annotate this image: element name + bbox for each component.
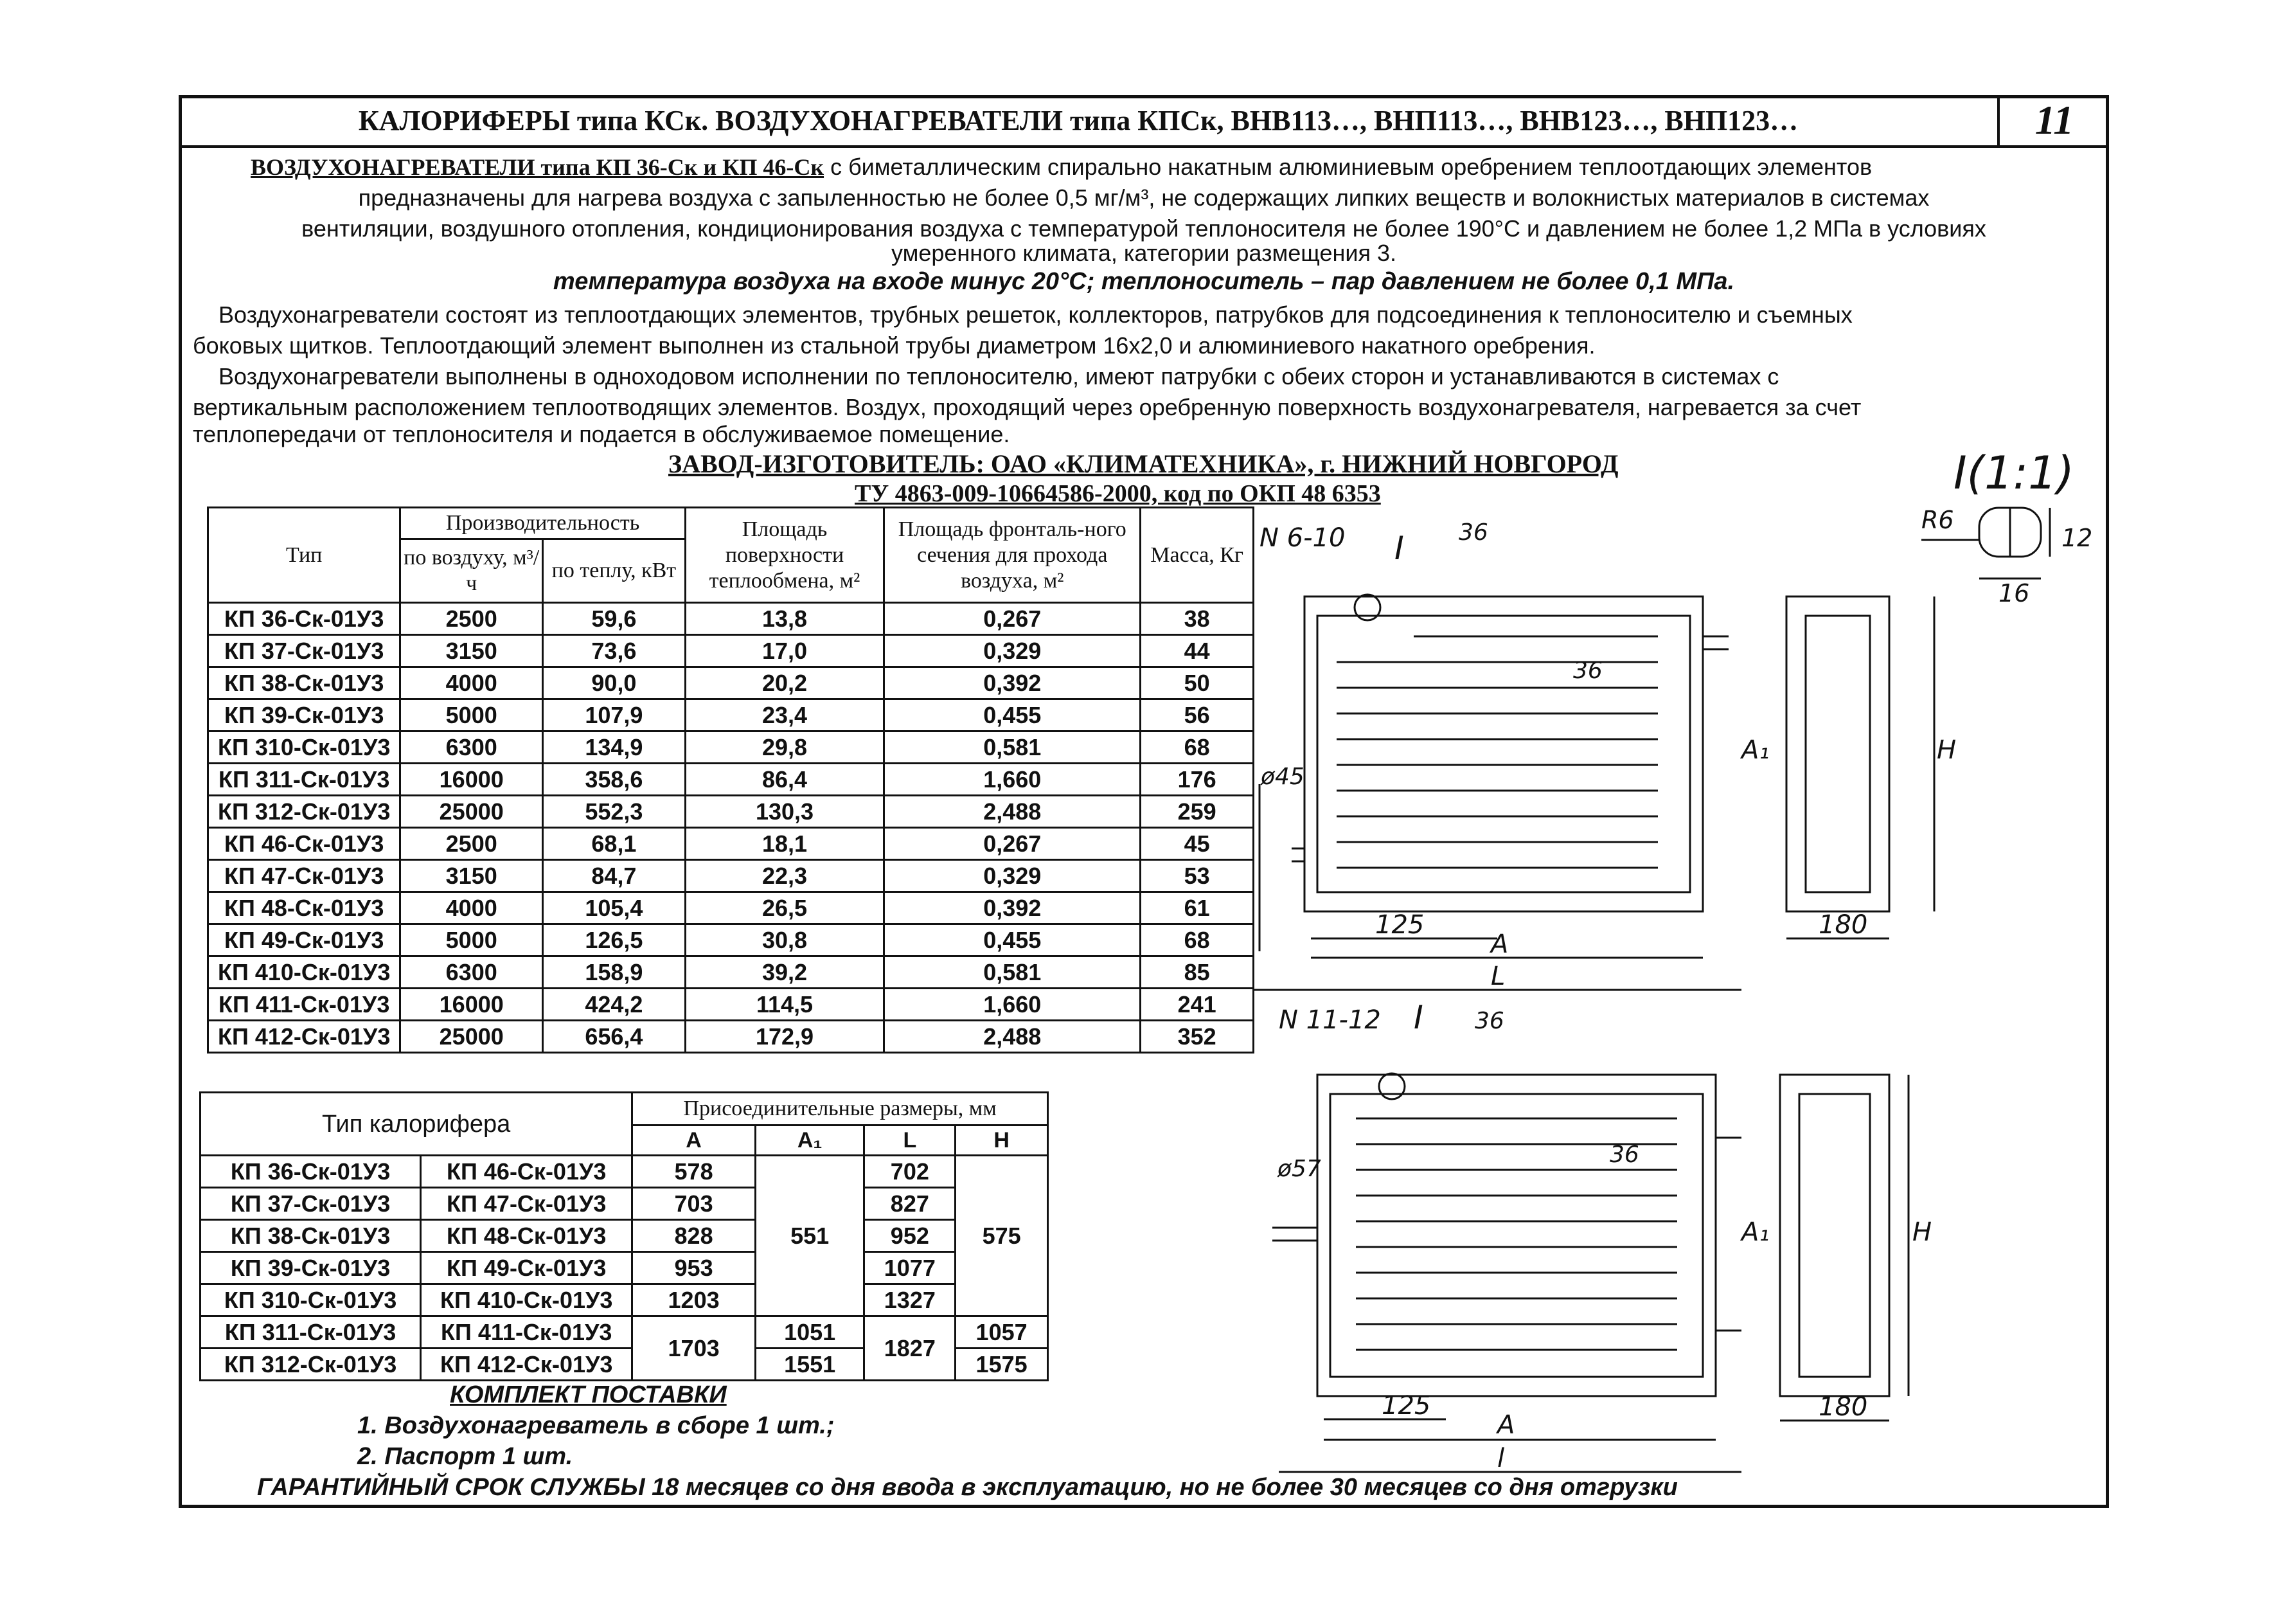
detail-label: I(1:1) xyxy=(1953,450,2074,499)
specs-cell: КП 311-Ск-01У3 xyxy=(208,764,400,796)
specs-cell: 73,6 xyxy=(543,635,686,667)
document-title: КАЛОРИФЕРЫ типа КСк. ВОЗДУХОНАГРЕВАТЕЛИ типа КПСк, ВНВ113…, ВНП113…, ВНВ123…, ВНП123… xyxy=(358,105,1799,136)
specs-cell: 50 xyxy=(1141,667,1254,699)
specs-cell: КП 47-Ск-01У3 xyxy=(208,860,400,892)
t2-r1-t1: КП 37-Ск-01У3 xyxy=(200,1188,421,1220)
t2-r6-t1: КП 312-Ск-01У3 xyxy=(200,1349,421,1381)
para3-line-1: Воздухонагреватели выполнены в одноходовом исполнении по теплоносителю, имеют патрубки с обеих сторон и устанавливаются в системах с xyxy=(218,363,1779,390)
t2-r3-A: 953 xyxy=(632,1252,756,1284)
specs-cell: 29,8 xyxy=(685,731,884,764)
col-L: L xyxy=(864,1125,956,1156)
dim-a-top: A xyxy=(1491,929,1509,959)
specs-cell: 0,329 xyxy=(884,860,1141,892)
col-heat: по теплу, кВт xyxy=(543,539,686,603)
specs-cell: 126,5 xyxy=(543,924,686,956)
t2-r6-t2: КП 412-Ск-01У3 xyxy=(421,1349,632,1381)
specs-cell: 6300 xyxy=(400,956,543,989)
specs-cell: 3150 xyxy=(400,635,543,667)
col-area: Площадь поверхности теплообмена, м² xyxy=(685,508,884,603)
specs-cell: 259 xyxy=(1141,796,1254,828)
specs-cell: 0,581 xyxy=(884,956,1141,989)
specs-row xyxy=(208,828,1254,860)
t2-r5-H: 1057 xyxy=(956,1316,1048,1349)
specs-row xyxy=(208,699,1254,731)
specs-cell: 20,2 xyxy=(685,667,884,699)
col-performance: Производительность xyxy=(400,508,685,539)
dim-l-top: L xyxy=(1491,962,1506,991)
specs-cell: 105,4 xyxy=(543,892,686,924)
specs-cell: 358,6 xyxy=(543,764,686,796)
col-connection-dims: Присоединительные размеры, мм xyxy=(632,1093,1048,1125)
specs-row xyxy=(208,924,1254,956)
dim-125-bottom: 125 xyxy=(1382,1391,1431,1421)
dim-r6: R6 xyxy=(1921,506,1954,534)
specs-cell: 1,660 xyxy=(884,989,1141,1021)
specs-cell: 68,1 xyxy=(543,828,686,860)
col-front-area: Площадь фронталь-ного сечения для прохода воздуха, м² xyxy=(884,508,1141,603)
heater-top-side xyxy=(1786,596,1934,938)
dim-d45: ø45 xyxy=(1261,764,1304,790)
specs-cell: 352 xyxy=(1141,1021,1254,1053)
specs-cell: КП 36-Ск-01У3 xyxy=(208,603,400,635)
specs-cell: 114,5 xyxy=(685,989,884,1021)
col-heater-type: Тип калорифера xyxy=(200,1093,632,1156)
t2-r5-t1: КП 311-Ск-01У3 xyxy=(200,1316,421,1349)
t2-r0-A: 578 xyxy=(632,1156,756,1188)
t2-r3-t1: КП 39-Ск-01У3 xyxy=(200,1252,421,1284)
tu-code: ТУ 4863-009-10664586-2000, код по ОКП 48 6353 xyxy=(855,480,1381,507)
specs-cell: КП 48-Ск-01У3 xyxy=(208,892,400,924)
specs-cell: 6300 xyxy=(400,731,543,764)
specs-cell: 5000 xyxy=(400,924,543,956)
specs-cell: 158,9 xyxy=(543,956,686,989)
specs-row xyxy=(208,603,1254,635)
specs-cell: 90,0 xyxy=(543,667,686,699)
dim-l-bottom: l xyxy=(1497,1444,1505,1473)
t2-r6-H: 1575 xyxy=(956,1349,1048,1381)
specs-cell: 172,9 xyxy=(685,1021,884,1053)
dim-125-top: 125 xyxy=(1375,910,1425,940)
specs-cell: 68 xyxy=(1141,924,1254,956)
intro-line-3: вентиляции, воздушного отопления, кондиционирования воздуха с температурой теплоносителя не более 190°С и давлением не более 1,2 МПа в условиях xyxy=(301,215,1986,242)
t2-r1-A: 703 xyxy=(632,1188,756,1220)
specs-cell: КП 411-Ск-01У3 xyxy=(208,989,400,1021)
specs-cell: 5000 xyxy=(400,699,543,731)
connection-table xyxy=(199,1091,1049,1381)
dim-h-bottom: H xyxy=(1912,1217,1932,1247)
specs-cell: 0,455 xyxy=(884,924,1141,956)
col-type: Тип xyxy=(208,508,400,603)
specs-cell: 130,3 xyxy=(685,796,884,828)
specs-cell: 85 xyxy=(1141,956,1254,989)
specs-cell: 30,8 xyxy=(685,924,884,956)
technical-drawing xyxy=(1253,450,2108,1491)
para2-line-2: боковых щитков. Теплоотдающий элемент выполнен из стальной трубы диаметром 16х2,0 и алюминиевого накатного оребрения. xyxy=(193,332,1596,359)
specs-cell: 45 xyxy=(1141,828,1254,860)
dim-36-bottom: 36 xyxy=(1475,1008,1504,1034)
specs-cell: 134,9 xyxy=(543,731,686,764)
specs-cell: 16000 xyxy=(400,989,543,1021)
specs-cell: 22,3 xyxy=(685,860,884,892)
specs-cell: 0,392 xyxy=(884,667,1141,699)
specs-cell: 424,2 xyxy=(543,989,686,1021)
col-air: по воздуху, м³/ч xyxy=(400,539,543,603)
specs-cell: 16000 xyxy=(400,764,543,796)
dim-36-inner-top: 36 xyxy=(1573,658,1603,684)
t2-r5-A1: 1051 xyxy=(755,1316,864,1349)
col-mass: Масса, Кг xyxy=(1141,508,1254,603)
specs-row xyxy=(208,635,1254,667)
specs-cell: КП 412-Ск-01У3 xyxy=(208,1021,400,1053)
specs-cell: 1,660 xyxy=(884,764,1141,796)
dim-h-top: H xyxy=(1937,735,1957,765)
para2-line-1: Воздухонагреватели состоят из теплоотдающих элементов, трубных решеток, коллекторов, патрубков для подсоединения к теплоносителю и съемных xyxy=(218,301,1853,328)
t2-r4-L: 1327 xyxy=(864,1284,956,1316)
label-roman-top: I xyxy=(1394,530,1404,567)
specs-cell: 2,488 xyxy=(884,1021,1141,1053)
specs-cell: 0,392 xyxy=(884,892,1141,924)
t2-r6-A1: 1551 xyxy=(755,1349,864,1381)
specs-row xyxy=(208,731,1254,764)
specs-cell: 3150 xyxy=(400,860,543,892)
specs-cell: 86,4 xyxy=(685,764,884,796)
label-n-top: N 6-10 xyxy=(1259,523,1346,553)
dim-36-inner-bottom: 36 xyxy=(1610,1142,1639,1168)
specs-cell: 2500 xyxy=(400,603,543,635)
para3-line-3: теплопередачи от теплоносителя и подается в обслуживаемое помещение. xyxy=(193,421,1010,447)
col-A1: А₁ xyxy=(755,1125,864,1156)
intro-bold-lead: ВОЗДУХОНАГРЕВАТЕЛИ типа КП 36-Ск и КП 46-Ск xyxy=(251,154,824,180)
para3-line-2: вертикальным расположением теплоотводящих элементов. Воздух, проходящий через оребренную поверхность воздухонагревателя, нагревается за счет xyxy=(193,394,1862,420)
t2-r1-L: 827 xyxy=(864,1188,956,1220)
specs-cell: 18,1 xyxy=(685,828,884,860)
dim-d57: ø57 xyxy=(1277,1156,1321,1182)
label-roman-bottom: I xyxy=(1414,999,1423,1036)
specs-cell: 38 xyxy=(1141,603,1254,635)
dim-16: 16 xyxy=(1998,579,2030,607)
operating-conditions: температура воздуха на входе минус 20°С; теплоноситель – пар давлением не более 0,1 МПа. xyxy=(553,268,1735,295)
specs-row xyxy=(208,764,1254,796)
specs-cell: 4000 xyxy=(400,667,543,699)
specs-cell: КП 46-Ск-01У3 xyxy=(208,828,400,860)
specs-cell: 25000 xyxy=(400,796,543,828)
specs-cell: КП 38-Ск-01У3 xyxy=(208,667,400,699)
t2-r2-L: 952 xyxy=(864,1220,956,1252)
t2-r3-t2: КП 49-Ск-01У3 xyxy=(421,1252,632,1284)
specs-cell: 39,2 xyxy=(685,956,884,989)
specs-cell: 0,455 xyxy=(884,699,1141,731)
t2-r5-t2: КП 411-Ск-01У3 xyxy=(421,1316,632,1349)
t2-r0-L: 702 xyxy=(864,1156,956,1188)
col-H: Н xyxy=(956,1125,1048,1156)
t2-L-big: 1827 xyxy=(864,1316,956,1381)
specs-row xyxy=(208,860,1254,892)
intro-line-2: предназначены для нагрева воздуха с запыленностью не более 0,5 мг/м³, не содержащих липких веществ и волокнистых материалов в системах xyxy=(358,184,1930,211)
dim-a1-bottom: A₁ xyxy=(1741,1217,1770,1247)
supply-title: КОМПЛЕКТ ПОСТАВКИ xyxy=(450,1381,727,1408)
t2-r4-A: 1203 xyxy=(632,1284,756,1316)
t2-H-merged: 575 xyxy=(956,1156,1048,1316)
specs-cell: 26,5 xyxy=(685,892,884,924)
supply-item-1: 1. Воздухонагреватель в сборе 1 шт.; xyxy=(357,1412,835,1439)
specs-cell: 68 xyxy=(1141,731,1254,764)
specs-cell: 13,8 xyxy=(685,603,884,635)
specs-row xyxy=(208,667,1254,699)
t2-r2-t2: КП 48-Ск-01У3 xyxy=(421,1220,632,1252)
specs-cell: 44 xyxy=(1141,635,1254,667)
specs-cell: 0,267 xyxy=(884,828,1141,860)
specs-cell: 0,581 xyxy=(884,731,1141,764)
specs-cell: 84,7 xyxy=(543,860,686,892)
page-number: 11 xyxy=(1997,95,2109,145)
col-A: А xyxy=(632,1125,756,1156)
supply-item-2: 2. Паспорт 1 шт. xyxy=(357,1443,573,1470)
specs-cell: 0,329 xyxy=(884,635,1141,667)
t2-r4-t1: КП 310-Ск-01У3 xyxy=(200,1284,421,1316)
specs-cell: 2,488 xyxy=(884,796,1141,828)
t2-r3-L: 1077 xyxy=(864,1252,956,1284)
specs-cell: 25000 xyxy=(400,1021,543,1053)
manufacturer: ЗАВОД-ИЗГОТОВИТЕЛЬ: ОАО «КЛИМАТЕХНИКА», г. НИЖНИЙ НОВГОРОД xyxy=(668,449,1619,478)
t2-A1-merged: 551 xyxy=(755,1156,864,1316)
specs-cell: КП 310-Ск-01У3 xyxy=(208,731,400,764)
specs-table xyxy=(207,507,1254,1054)
specs-row xyxy=(208,892,1254,924)
heater-bottom-side xyxy=(1780,1075,1909,1421)
specs-row xyxy=(208,956,1254,989)
specs-cell: 176 xyxy=(1141,764,1254,796)
specs-cell: КП 49-Ск-01У3 xyxy=(208,924,400,956)
t2-r0-t1: КП 36-Ск-01У3 xyxy=(200,1156,421,1188)
specs-row xyxy=(208,796,1254,828)
specs-cell: 552,3 xyxy=(543,796,686,828)
specs-cell: 53 xyxy=(1141,860,1254,892)
t2-r2-t1: КП 38-Ск-01У3 xyxy=(200,1220,421,1252)
specs-cell: 241 xyxy=(1141,989,1254,1021)
dim-a1-top: A₁ xyxy=(1741,735,1770,765)
specs-row xyxy=(208,1021,1254,1053)
specs-cell: КП 312-Ск-01У3 xyxy=(208,796,400,828)
warranty: ГАРАНТИЙНЫЙ СРОК СЛУЖБЫ 18 месяцев со дня ввода в эксплуатацию, но не более 30 месяцев со дня отгрузки xyxy=(257,1474,1678,1501)
specs-cell: 2500 xyxy=(400,828,543,860)
intro-line-1-text: с биметаллическим спирально накатным алюминиевым оребрением теплоотдающих элементов xyxy=(824,154,1873,180)
specs-cell: 0,267 xyxy=(884,603,1141,635)
specs-cell: 61 xyxy=(1141,892,1254,924)
specs-cell: 23,4 xyxy=(685,699,884,731)
dim-a-bottom: A xyxy=(1497,1410,1515,1440)
t2-r4-t2: КП 410-Ск-01У3 xyxy=(421,1284,632,1316)
t2-r2-A: 828 xyxy=(632,1220,756,1252)
specs-row xyxy=(208,989,1254,1021)
dim-180-top: 180 xyxy=(1819,910,1868,940)
specs-cell: 56 xyxy=(1141,699,1254,731)
t2-r0-t2: КП 46-Ск-01У3 xyxy=(421,1156,632,1188)
title-bar xyxy=(179,95,2109,148)
label-n-bottom: N 11-12 xyxy=(1279,1005,1381,1035)
dim-12: 12 xyxy=(2061,524,2093,552)
specs-cell: 17,0 xyxy=(685,635,884,667)
specs-cell: 4000 xyxy=(400,892,543,924)
specs-cell: КП 39-Ск-01У3 xyxy=(208,699,400,731)
intro-line-1 xyxy=(251,152,2101,183)
dim-36-top: 36 xyxy=(1459,519,1488,546)
t2-A-big: 1703 xyxy=(632,1316,756,1381)
specs-cell: 656,4 xyxy=(543,1021,686,1053)
specs-cell: КП 37-Ск-01У3 xyxy=(208,635,400,667)
specs-cell: КП 410-Ск-01У3 xyxy=(208,956,400,989)
dim-180-bottom: 180 xyxy=(1819,1392,1868,1422)
intro-line-4: умеренного климата, категории размещения 3. xyxy=(891,240,1397,266)
specs-cell: 107,9 xyxy=(543,699,686,731)
t2-r1-t2: КП 47-Ск-01У3 xyxy=(421,1188,632,1220)
specs-cell: 59,6 xyxy=(543,603,686,635)
